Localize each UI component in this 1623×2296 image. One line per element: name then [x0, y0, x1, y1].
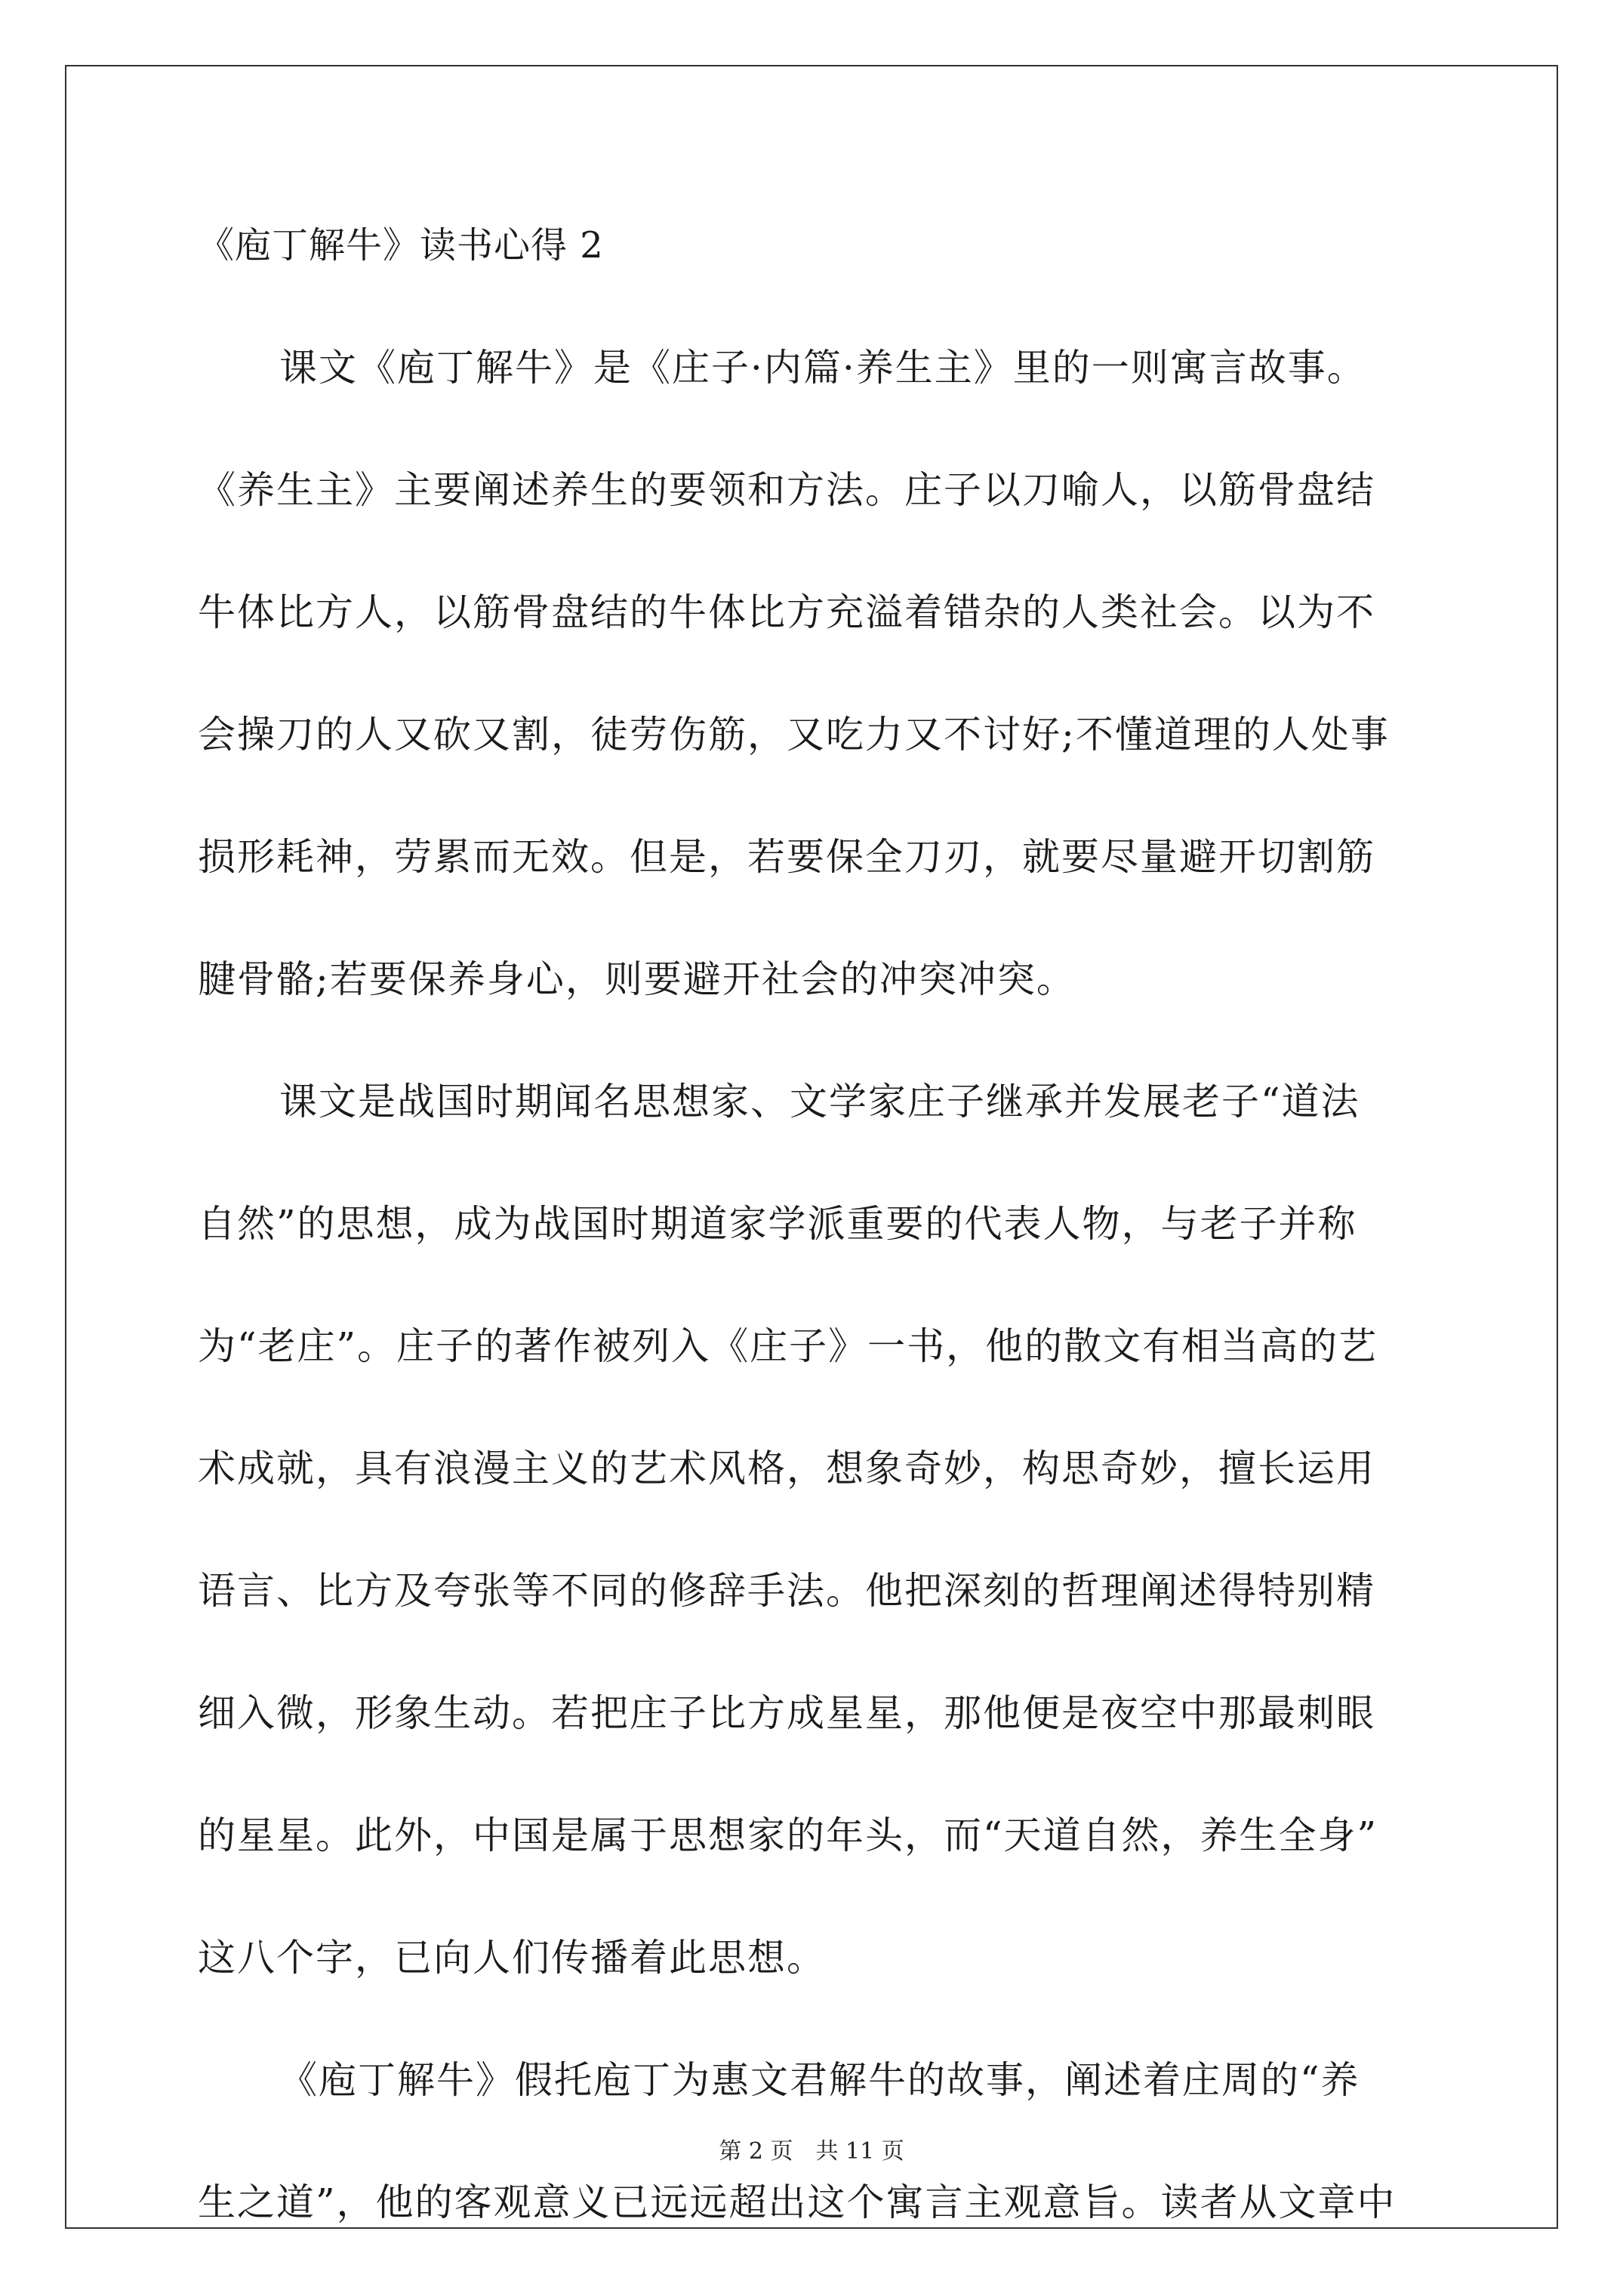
paragraph-1-line-1: 课文《庖丁解牛》是《庄子·内篇·养生主》里的一则寓言故事。	[279, 346, 1366, 390]
paragraph-1-line-3: 牛体比方人，以筋骨盘结的牛体比方充溢着错杂的人类社会。以为不	[198, 590, 1375, 634]
paragraph-1-line-2: 《养生主》主要阐述养生的要领和方法。庄子以刀喻人，以筋骨盘结	[198, 468, 1375, 512]
document-title: 《庖丁解牛》读书心得 2	[198, 224, 604, 267]
page-indicator: 第 2 页 共 11 页	[719, 2138, 904, 2165]
paragraph-2-line-2: 自然”的思想，成为战国时期道家学派重要的代表人物，与老子并称	[198, 1202, 1357, 1246]
paragraph-2-line-8: 这八个字，已向人们传播着此思想。	[198, 1936, 826, 1980]
paragraph-1-line-5: 损形耗神，劳累而无效。但是，若要保全刀刃，就要尽量避开切割筋	[198, 835, 1375, 879]
document-body	[198, 215, 1481, 2233]
paragraph-2-line-5: 语言、比方及夸张等不同的修辞手法。他把深刻的哲理阐述得特别精	[198, 1569, 1375, 1613]
paragraph-1-line-4: 会操刀的人又砍又割，徒劳伤筋，又吃力又不讨好;不懂道理的人处事	[198, 713, 1390, 757]
paragraph-2-line-4: 术成就，具有浪漫主义的艺术风格，想象奇妙，构思奇妙，擅长运用	[198, 1447, 1375, 1490]
paragraph-1-line-6: 腱骨骼;若要保养身心，则要避开社会的冲突冲突。	[198, 957, 1076, 1001]
paragraph-2-line-7: 的星星。此外，中国是属于思想家的年头，而“天道自然，养生全身”	[198, 1814, 1378, 1857]
paragraph-2-line-6: 细入微，形象生动。若把庄子比方成星星，那他便是夜空中那最刺眼	[198, 1691, 1375, 1735]
paragraph-2-line-1: 课文是战国时期闻名思想家、文学家庄子继承并发展老子“道法	[279, 1080, 1360, 1123]
paragraph-3-line-1: 《庖丁解牛》假托庖丁为惠文君解牛的故事，阐述着庄周的“养	[279, 2058, 1360, 2102]
paragraph-2-line-3: 为“老庄”。庄子的著作被列入《庄子》一书，他的散文有相当高的艺	[198, 1324, 1378, 1368]
paragraph-3-line-2: 生之道”，他的客观意义已远远超出这个寓言主观意旨。读者从文章中	[198, 2180, 1397, 2224]
